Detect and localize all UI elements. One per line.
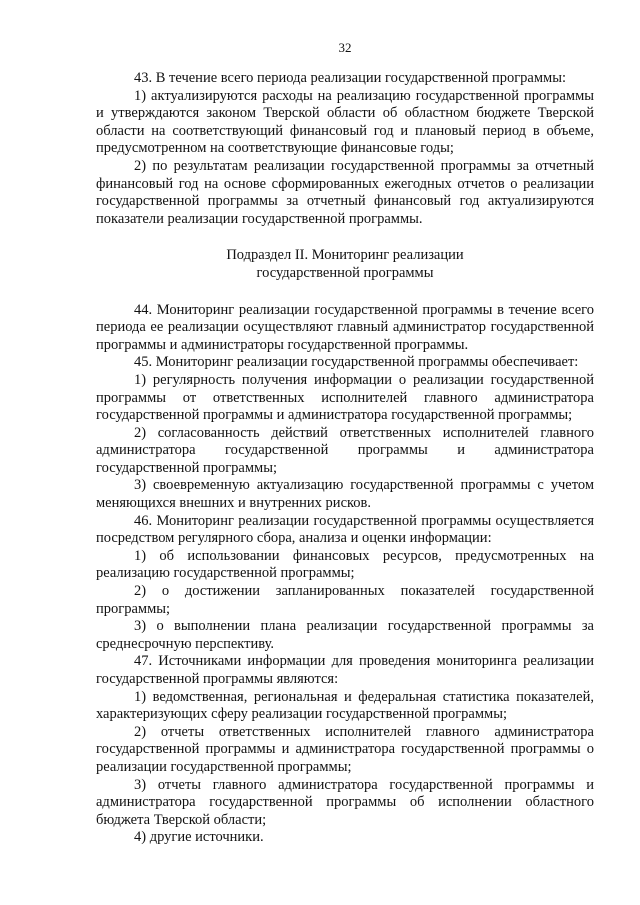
paragraph-43-item-1: 1) актуализируются расходы на реализацию государственной программы и утверждаются законом Тверской области об областном бюджете Тверской области на соответствующий финансовый год и плановый период в объеме, предусмотренном на соответствующие финансовые годы; xyxy=(96,87,594,157)
paragraphs-bottom xyxy=(96,302,594,847)
paragraph-47-item-2: 2) отчеты ответственных исполнителей главного администратора государственной программы и администратора государственной программы о реализации государственной программы; xyxy=(96,723,594,775)
paragraph-47-item-1: 1) ведомственная, региональная и федеральная статистика показателей, характеризующих сферу реализации государственной программы; xyxy=(96,688,594,723)
section-title-line-1: Подраздел II. Мониторинг реализации xyxy=(226,247,464,264)
section-title xyxy=(96,247,594,282)
paragraph-46-item-3: 3) о выполнении плана реализации государственной программы за среднесрочную перспективу. xyxy=(96,618,594,652)
page-number: 32 xyxy=(338,40,352,55)
paragraph-45-item-3: 3) своевременную актуализацию государственной программы с учетом меняющихся внешних и внутренних рисков. xyxy=(96,477,594,512)
paragraph-43-item-2: 2) по результатам реализации государственной программы за отчетный финансовый год на основе сформированных ежегодных отчетов о реализации государственной программы за отчетный финансовый год актуализируются показатели реализации государственной программы. xyxy=(96,157,594,227)
paragraph-47: 47. Источниками информации для проведения мониторинга реализации государственной программы являются: xyxy=(96,653,594,687)
paragraph-45-item-1: 1) регулярность получения информации о реализации государственной программы от ответственных исполнителей главного администратора государственной программы и администратора государственной программы; xyxy=(96,371,594,424)
document-page xyxy=(96,40,594,847)
paragraph-47-item-4: 4) другие источники. xyxy=(134,829,264,846)
paragraph-46-item-2: 2) о достижении запланированных показателей государственной программы; xyxy=(96,583,594,617)
paragraphs-top xyxy=(96,70,594,228)
paragraph-45: 45. Мониторинг реализации государственной программы обеспечивает: xyxy=(134,354,579,371)
paragraph-47-item-3: 3) отчеты главного администратора государственной программы и администратора государственной программы об исполнении областного бюджета Тверской области; xyxy=(96,776,594,828)
paragraph-45-item-2: 2) согласованность действий ответственных исполнителей главного администратора государственной программы и администратора государственной программы; xyxy=(96,424,594,476)
paragraph-46: 46. Мониторинг реализации государственной программы осуществляется посредством регулярного сбора, анализа и оценки информации: xyxy=(96,512,594,547)
section-title-line-2: государственной программы xyxy=(256,264,434,281)
paragraph-44: 44. Мониторинг реализации государственной программы в течение всего периода ее реализации осуществляют главный администратор государственной программы и администраторы государственной программы. xyxy=(96,301,594,353)
paragraph-43: 43. В течение всего периода реализации государственной программы: xyxy=(134,70,566,86)
paragraph-46-item-1: 1) об использовании финансовых ресурсов, предусмотренных на реализацию государственной программы; xyxy=(96,547,594,582)
